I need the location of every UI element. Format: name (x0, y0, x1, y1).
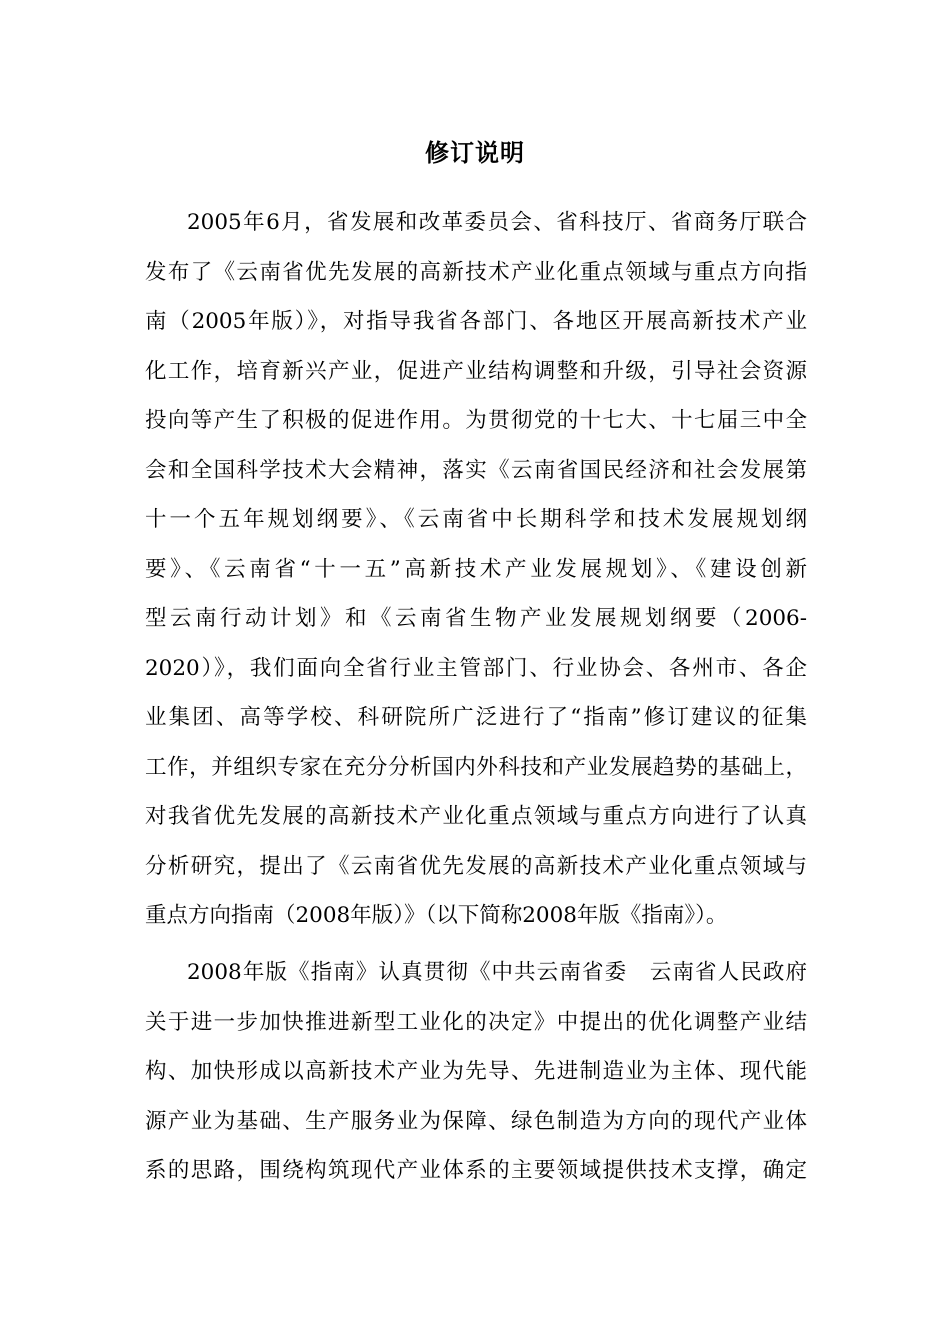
paragraph-1-line-1: 2005年6月，省发展和改革委员会、省科技厅、省商务厅联合 (187, 210, 807, 235)
paragraph-1-line-13: 对我省优先发展的高新技术产业化重点领域与重点方向进行了认真 (145, 804, 807, 829)
paragraph-2-line-3: 构、加快形成以高新技术产业为先导、先进制造业为主体、现代能 (145, 1059, 807, 1084)
paragraph-1-line-6: 会和全国科学技术大会精神，落实《云南省国民经济和社会发展第 (145, 458, 807, 483)
paragraph-1-line-15: 重点方向指南（2008年版）》（以下简称2008年版《指南》）。 (145, 903, 728, 928)
paragraph-1-line-7: 十一个五年规划纲要》、《云南省中长期科学和技术发展规划纲 (145, 507, 807, 532)
paragraph-2-line-2: 关于进一步加快推进新型工业化的决定》中提出的优化调整产业结 (145, 1010, 807, 1035)
paragraph-1-line-8: 要》、《云南省“十一五”高新技术产业发展规划》、《建设创新 (145, 557, 807, 582)
paragraph-2-line-4: 源产业为基础、生产服务业为保障、绿色制造为方向的现代产业体 (145, 1109, 807, 1134)
paragraph-1-line-9: 型云南行动计划》和《云南省生物产业发展规划纲要（2006- (145, 606, 807, 631)
paragraph-1-line-5: 投向等产生了积极的促进作用。为贯彻党的十七大、十七届三中全 (145, 408, 807, 433)
paragraph-1-line-11: 业集团、高等学校、科研院所广泛进行了“指南”修订建议的征集 (145, 705, 807, 730)
paragraph-2-line-5: 系的思路，围绕构筑现代产业体系的主要领域提供技术支撑，确定 (145, 1158, 807, 1183)
paragraph-1-line-10: 2020）》，我们面向全省行业主管部门、行业协会、各州市、各企 (145, 656, 807, 681)
paragraph-1-line-3: 南（2005年版）》，对指导我省各部门、各地区开展高新技术产业 (145, 309, 807, 334)
paragraph-1-line-12: 工作，并组织专家在充分分析国内外科技和产业发展趋势的基础上， (145, 755, 807, 780)
page-title: 修订说明 (425, 139, 525, 167)
paragraph-2-line-1: 2008年版《指南》认真贯彻《中共云南省委 云南省人民政府 (187, 960, 807, 985)
paragraph-1-line-2: 发布了《云南省优先发展的高新技术产业化重点领域与重点方向指 (145, 260, 807, 285)
paragraph-1-line-4: 化工作，培育新兴产业，促进产业结构调整和升级，引导社会资源 (145, 359, 807, 384)
paragraph-1-line-14: 分析研究，提出了《云南省优先发展的高新技术产业化重点领域与 (145, 854, 807, 879)
